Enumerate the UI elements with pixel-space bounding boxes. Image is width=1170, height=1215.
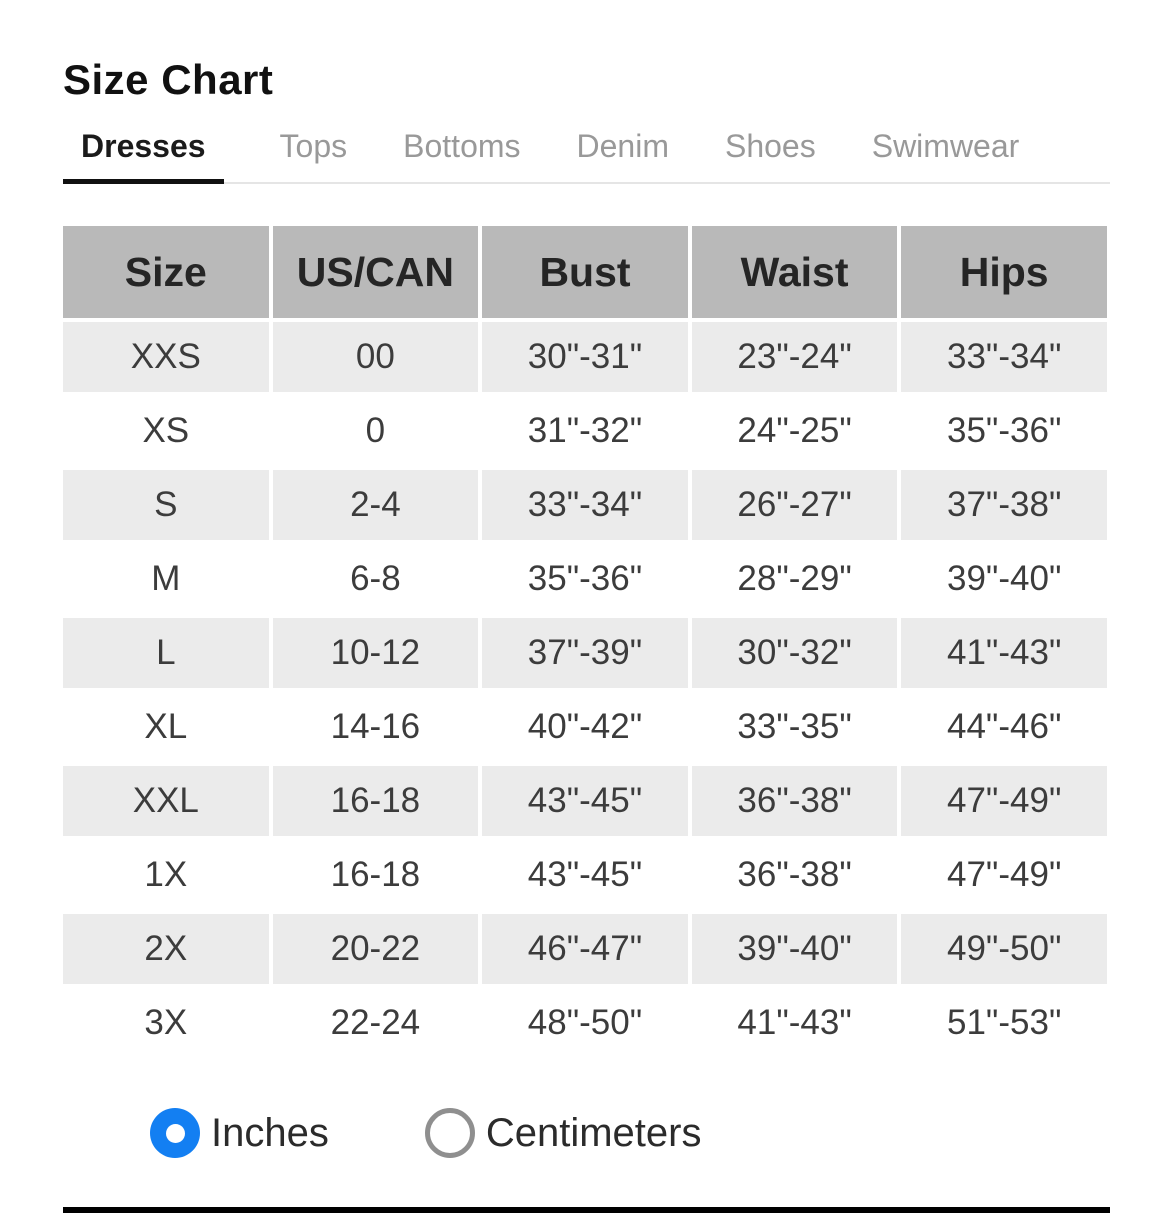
- cell-hips: 33"-34": [901, 322, 1107, 392]
- category-tabs: [63, 128, 1110, 184]
- header-size: Size: [63, 226, 269, 318]
- cell-waist: 30"-32": [692, 618, 898, 688]
- cell-waist: 41"-43": [692, 988, 898, 1058]
- radio-unselected-icon[interactable]: [425, 1108, 475, 1158]
- cell-bust: 30"-31": [482, 322, 688, 392]
- cell-size: XS: [63, 396, 269, 466]
- cell-us-can: 20-22: [273, 914, 479, 984]
- cell-bust: 31"-32": [482, 396, 688, 466]
- cell-us-can: 2-4: [273, 470, 479, 540]
- cell-bust: 40"-42": [482, 692, 688, 762]
- cell-waist: 36"-38": [692, 766, 898, 836]
- cell-waist: 28"-29": [692, 544, 898, 614]
- cell-size: S: [63, 470, 269, 540]
- cell-size: 1X: [63, 840, 269, 910]
- tab-tops[interactable]: Tops: [279, 128, 348, 164]
- cell-hips: 47"-49": [901, 840, 1107, 910]
- cell-bust: 33"-34": [482, 470, 688, 540]
- unit-option-centimeters[interactable]: [425, 1108, 702, 1158]
- cell-waist: 23"-24": [692, 322, 898, 392]
- tab-bottoms[interactable]: Bottoms: [403, 128, 521, 164]
- cell-hips: 39"-40": [901, 544, 1107, 614]
- size-table: [63, 226, 1107, 1058]
- cell-size: 3X: [63, 988, 269, 1058]
- cell-us-can: 10-12: [273, 618, 479, 688]
- tab-swimwear[interactable]: Swimwear: [871, 128, 1020, 164]
- cell-us-can: 16-18: [273, 840, 479, 910]
- header-us-can: US/CAN: [273, 226, 479, 318]
- cell-us-can: 16-18: [273, 766, 479, 836]
- radio-dot: [166, 1124, 185, 1143]
- cell-hips: 49"-50": [901, 914, 1107, 984]
- cell-waist: 36"-38": [692, 840, 898, 910]
- cell-hips: 37"-38": [901, 470, 1107, 540]
- cell-waist: 33"-35": [692, 692, 898, 762]
- radio-selected-icon[interactable]: [150, 1108, 200, 1158]
- cell-bust: 43"-45": [482, 766, 688, 836]
- cell-us-can: 00: [273, 322, 479, 392]
- tab-dresses[interactable]: Dresses: [63, 128, 224, 182]
- cell-hips: 41"-43": [901, 618, 1107, 688]
- cell-bust: 35"-36": [482, 544, 688, 614]
- cell-hips: 47"-49": [901, 766, 1107, 836]
- header-waist: Waist: [692, 226, 898, 318]
- cell-waist: 26"-27": [692, 470, 898, 540]
- cell-bust: 43"-45": [482, 840, 688, 910]
- tab-denim[interactable]: Denim: [576, 128, 669, 164]
- cell-size: M: [63, 544, 269, 614]
- bottom-divider-bar: [63, 1207, 1110, 1213]
- unit-label: Centimeters: [485, 1110, 702, 1155]
- cell-hips: 44"-46": [901, 692, 1107, 762]
- cell-size: XL: [63, 692, 269, 762]
- unit-option-inches[interactable]: [150, 1108, 329, 1158]
- cell-us-can: 14-16: [273, 692, 479, 762]
- cell-hips: 51"-53": [901, 988, 1107, 1058]
- header-bust: Bust: [482, 226, 688, 318]
- unit-toggle: [150, 1108, 1107, 1158]
- cell-hips: 35"-36": [901, 396, 1107, 466]
- cell-size: XXL: [63, 766, 269, 836]
- cell-us-can: 0: [273, 396, 479, 466]
- cell-size: XXS: [63, 322, 269, 392]
- tab-shoes[interactable]: Shoes: [724, 128, 816, 164]
- cell-waist: 39"-40": [692, 914, 898, 984]
- unit-label: Inches: [211, 1110, 329, 1155]
- cell-bust: 48"-50": [482, 988, 688, 1058]
- cell-us-can: 6-8: [273, 544, 479, 614]
- cell-bust: 46"-47": [482, 914, 688, 984]
- cell-bust: 37"-39": [482, 618, 688, 688]
- page-title: Size Chart: [63, 56, 274, 103]
- cell-size: L: [63, 618, 269, 688]
- header-hips: Hips: [901, 226, 1107, 318]
- cell-size: 2X: [63, 914, 269, 984]
- cell-us-can: 22-24: [273, 988, 479, 1058]
- cell-waist: 24"-25": [692, 396, 898, 466]
